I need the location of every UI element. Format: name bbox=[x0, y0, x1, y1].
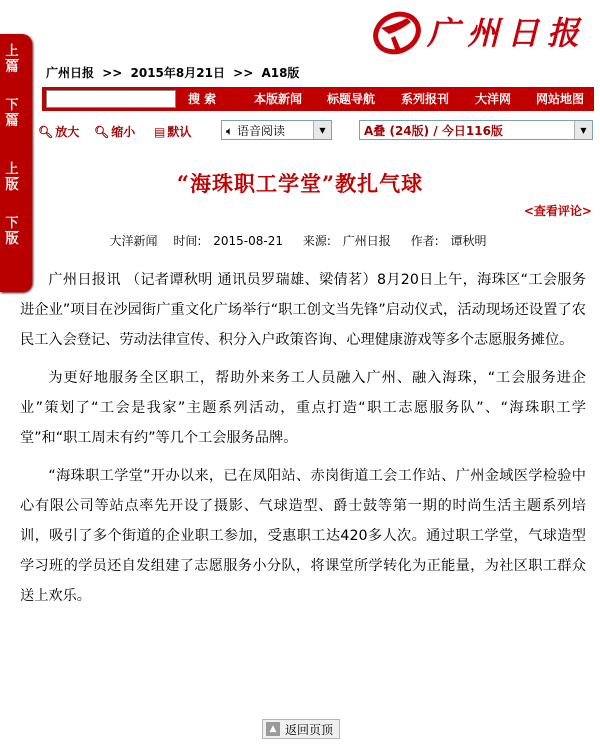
breadcrumb bbox=[46, 64, 299, 81]
breadcrumb-date[interactable]: 2015年8月21日 bbox=[130, 66, 225, 80]
meta-time-label: 时间: bbox=[173, 234, 202, 248]
search-button[interactable]: 搜 索 bbox=[188, 92, 217, 106]
breadcrumb-paper[interactable]: 广州日报 bbox=[46, 66, 95, 80]
zoom-in-button[interactable] bbox=[38, 123, 79, 140]
side-char: 下 bbox=[5, 216, 19, 231]
nav-link-dayoo[interactable]: 大洋网 bbox=[475, 92, 512, 106]
default-size-button[interactable] bbox=[154, 123, 191, 140]
article-paragraph: 广州日报讯 （记者谭秋明 通讯员罗瑞雄、梁倩茗）8月20日上午，海珠区“工会服务进企业”项目在沙园街广重文化广场举行“职工创文当先锋”启动仪式，活动现场还设置了农民工入会登记、劳动法律宣传、积分入户政策咨询、心理健康游戏等多个志愿服务摊位。 bbox=[20, 272, 586, 348]
breadcrumb-page[interactable]: A18版 bbox=[261, 66, 300, 80]
navigation-bar bbox=[42, 87, 594, 111]
side-char: 篇 bbox=[5, 114, 19, 129]
next-article-link[interactable] bbox=[5, 98, 19, 129]
logo-text: 广州日报 bbox=[427, 14, 588, 52]
meta-source: 大洋新闻 bbox=[109, 234, 158, 248]
document-icon: ▤ bbox=[154, 124, 166, 139]
breadcrumb-separator: >> bbox=[233, 66, 254, 80]
meta-from: 广州日报 bbox=[342, 234, 391, 248]
zoom-in-icon: 🔍︎ bbox=[38, 124, 54, 139]
edition-select-value: A叠 (24版) / 今日116版 bbox=[364, 123, 503, 138]
back-to-top-button[interactable] bbox=[262, 719, 340, 739]
audio-read-select[interactable] bbox=[221, 120, 332, 140]
speaker-icon-label bbox=[222, 122, 313, 139]
view-comments-link[interactable]: <查看评论> bbox=[523, 204, 592, 218]
zoom-out-label: 缩小 bbox=[111, 125, 136, 139]
article-paragraph: “海珠职工学堂”开办以来，已在凤阳站、赤岗街道工会工作站、广州金域医学检验中心有限公司等站点率先开设了摄影、气球造型、爵士鼓等第一期的时尚生活主题系列培训，吸引了多个街道的企业职工参加，受惠职工达420多人次。通过职工学堂，气球造型学习班的学员还自发组建了志愿服务小分队，将课堂所学转化为正能量，为社区职工群众送上欢乐。 bbox=[20, 468, 586, 604]
article-title: “海珠职工学堂”教扎气球 bbox=[176, 171, 424, 196]
side-navigation-tab bbox=[0, 34, 32, 292]
zoom-out-icon: 🔍︎ bbox=[94, 124, 110, 139]
zoom-out-button[interactable] bbox=[94, 123, 135, 140]
nav-link-page-news[interactable]: 本版新闻 bbox=[254, 92, 303, 106]
breadcrumb-separator: >> bbox=[102, 66, 123, 80]
chevron-down-icon: ▼ bbox=[313, 121, 331, 139]
meta-time: 2015-08-21 bbox=[213, 234, 284, 248]
nav-link-title-navigation[interactable]: 标题导航 bbox=[327, 92, 376, 106]
side-char: 下 bbox=[5, 98, 19, 113]
meta-author: 谭秋明 bbox=[450, 234, 487, 248]
nav-link-site-map[interactable]: 网站地图 bbox=[536, 92, 585, 106]
guangzhou-daily-logo[interactable] bbox=[367, 4, 595, 60]
side-char: 上 bbox=[5, 162, 19, 177]
article-meta bbox=[0, 232, 600, 249]
default-size-label: 默认 bbox=[167, 125, 192, 139]
article-body bbox=[20, 265, 586, 619]
zoom-in-label: 放大 bbox=[55, 125, 80, 139]
logo-emblem-icon bbox=[367, 4, 427, 60]
nav-link-series-papers[interactable]: 系列报刊 bbox=[401, 92, 450, 106]
search-input[interactable] bbox=[46, 90, 176, 108]
meta-author-label: 作者: bbox=[410, 234, 439, 248]
side-char: 篇 bbox=[5, 60, 19, 75]
side-char: 版 bbox=[5, 178, 19, 193]
side-char: 版 bbox=[5, 232, 19, 247]
edition-select[interactable] bbox=[359, 120, 593, 140]
speaker-icon: 🔈︎ bbox=[226, 123, 234, 138]
chevron-down-icon: ▼ bbox=[574, 121, 592, 139]
arrow-up-icon: ▲ bbox=[266, 722, 280, 736]
meta-from-label: 来源: bbox=[302, 234, 331, 248]
previous-article-link[interactable] bbox=[5, 44, 19, 75]
audio-select-value: 语音阅读 bbox=[237, 123, 286, 138]
article-paragraph: 为更好地服务全区职工，帮助外来务工人员融入广州、融入海珠，“工会服务进企业”策划了“工会是我家”主题系列活动，重点打造“职工志愿服务队”、“海珠职工学堂”和“职工周末有约”等几个工会服务品牌。 bbox=[20, 370, 586, 446]
side-char: 上 bbox=[5, 44, 19, 59]
back-to-top-label: 返回页顶 bbox=[285, 722, 334, 737]
reading-toolbar bbox=[36, 117, 596, 145]
